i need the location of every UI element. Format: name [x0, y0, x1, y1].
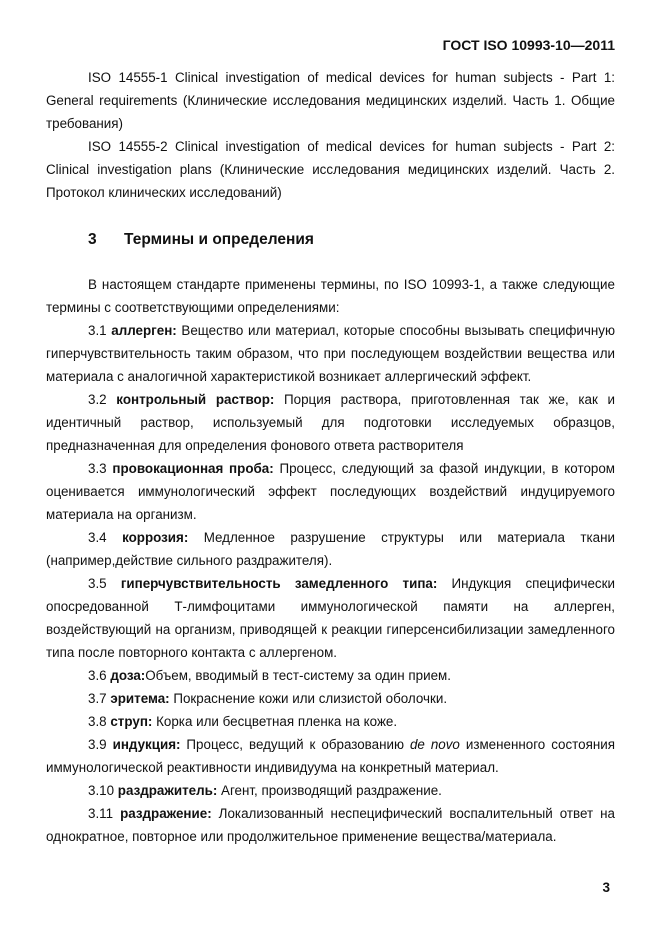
term-number: 3.11 — [88, 806, 114, 821]
section-intro: В настоящем стандарте применены термины, по ISO 10993-1, а также следующие термины с соответствующими определениями: — [46, 277, 615, 315]
term-definition: Корка или бесцветная пленка на коже. — [152, 714, 398, 729]
page-number: 3 — [602, 880, 610, 895]
term-definition-latin: de novo — [409, 737, 460, 752]
reference-iso-14555-2: ISO 14555-2 Clinical investigation of medical devices for human subjects - Part 2: Clinical investigation plans (Клинические исследования медицинских изделий. Часть 2. Протокол клинических исследований) — [46, 139, 615, 200]
term-name: струп: — [110, 714, 153, 729]
term-definition: Локализованный неспецифический воспалительный ответ на однократное, повторное или продолжительное применение вещества/материала. — [46, 806, 615, 844]
term-name: доза: — [110, 668, 146, 683]
section-heading — [46, 228, 615, 251]
term-3-2 — [46, 388, 615, 457]
term-definition: Порция раствора, приготовленная так же, как и идентичный раствор, используемый для подготовки исследуемых образцов, предназначенная для определения фонового ответа растворителя — [46, 392, 615, 453]
section-number: 3 — [88, 231, 97, 248]
term-3-1 — [46, 319, 615, 388]
term-3-5 — [46, 572, 615, 664]
term-number: 3.10 — [88, 783, 115, 798]
term-3-11 — [46, 802, 615, 848]
term-definition: Покраснение кожи или слизистой оболочки. — [169, 691, 448, 706]
term-name: контрольный раствор: — [116, 392, 275, 407]
term-number: 3.5 — [88, 576, 107, 591]
term-3-3 — [46, 457, 615, 526]
term-definition: Индукция специфически опосредованной Т-лимфоцитами иммунологической памяти на аллерген, воздействующий на организм, приводящей к реакции гиперсенсибилизации замедленного типа после повторного контакта с аллергеном. — [46, 576, 615, 660]
term-definition-start: Процесс, ведущий к образованию — [180, 737, 410, 752]
term-name: раздражитель: — [117, 783, 218, 798]
term-number: 3.6 — [88, 668, 107, 683]
reference-iso-14555-1: ISO 14555-1 Clinical investigation of medical devices for human subjects - Part 1: General requirements (Клинические исследования медицинских изделий. Часть 1. Общие требования) — [46, 70, 615, 131]
term-name: аллерген: — [111, 323, 177, 338]
term-name: коррозия: — [122, 530, 189, 545]
term-name: индукция: — [112, 737, 181, 752]
term-definition: Вещество или материал, которые способны вызывать специфичную гиперчувствительность таким образом, что при последующем воздействии вещества или материала с аналогичной характеристикой возникает аллергический эффект. — [46, 323, 615, 384]
term-number: 3.8 — [88, 714, 107, 729]
term-3-6 — [46, 664, 615, 687]
term-definition: Процесс, следующий за фазой индукции, в котором оценивается иммунологический эффект последующих воздействий индуцируемого материала на организм. — [46, 461, 615, 522]
term-name: гиперчувствительность замедленного типа: — [120, 576, 438, 591]
term-3-10 — [46, 779, 615, 802]
term-definition-end: измененного состояния иммунологической реактивности индивидуума на конкретный материал. — [46, 737, 615, 775]
term-definition: Агент, производящий раздражение. — [217, 783, 442, 798]
term-name: провокационная проба: — [112, 461, 274, 476]
term-3-9 — [46, 733, 615, 779]
section-title: Термины и определения — [124, 231, 314, 248]
term-definition: Медленное разрушение структуры или материала ткани (например,действие сильного раздражителя). — [46, 530, 615, 568]
term-number: 3.3 — [88, 461, 107, 476]
term-number: 3.7 — [88, 691, 107, 706]
term-number: 3.2 — [88, 392, 107, 407]
term-number: 3.1 — [88, 323, 107, 338]
term-3-4 — [46, 526, 615, 572]
term-3-7 — [46, 687, 615, 710]
term-name: эритема: — [110, 691, 170, 706]
document-code-header: ГОСТ ISO 10993-10—2011 — [442, 37, 615, 53]
term-number: 3.9 — [88, 737, 107, 752]
page-content — [46, 66, 615, 848]
term-name: раздражение: — [120, 806, 212, 821]
term-number: 3.4 — [88, 530, 107, 545]
term-3-8 — [46, 710, 615, 733]
term-definition: Объем, вводимый в тест-систему за один прием. — [145, 668, 451, 683]
